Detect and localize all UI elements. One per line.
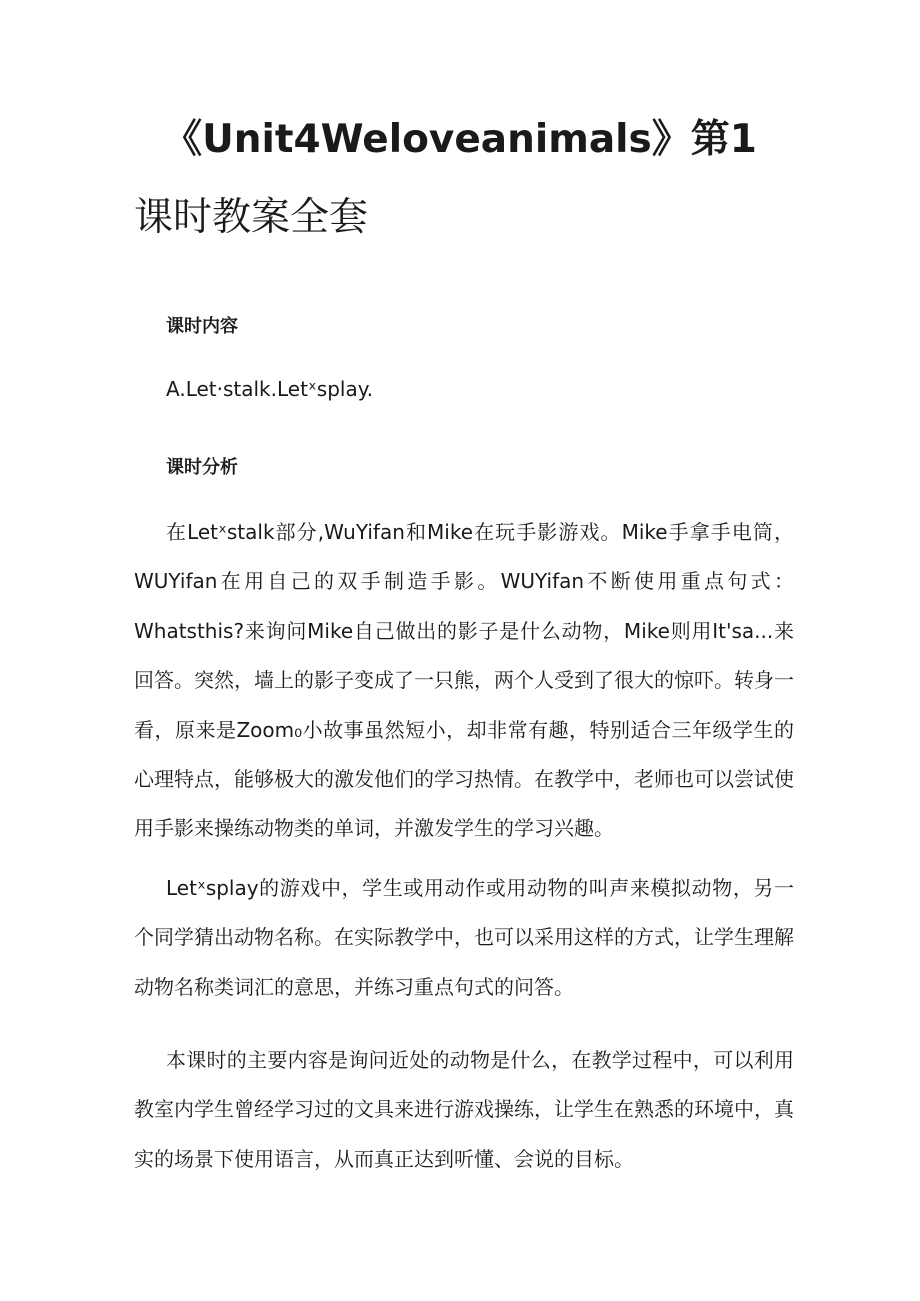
section-heading-analysis: 课时分析 xyxy=(166,457,238,478)
lesson-content-text: A.Let·stalk.Letˣsplay. xyxy=(166,377,374,401)
document-title: 《Unit4Weloveanimals》第1 xyxy=(163,117,757,162)
analysis-paragraph-2: Letˣsplay的游戏中，学生或用动作或用动物的叫声来模拟动物，另一个同学猜出动物名称。在实际教学中，也可以采用这样的方式，让学生理解动物名称类词汇的意思，并练习重点句式的问答。 xyxy=(134,876,794,999)
document-title-continued: 课时教案全套 xyxy=(134,195,369,240)
analysis-paragraph-1: 在Letˣstalk部分,WuYifan和Mike在玩手影游戏。Mike手拿手电筒，WUYifan在用自己的双手制造手影。WUYifan不断使用重点句式：Whatsthis?来询问Mike自己做出的影子是什么动物，Mike则用It'sa...来回答。突然，墙上的影子变成了一只熊，两个人受到了很大的惊吓。转身一看，原来是Zoom₀小故事虽然短小，却非常有趣，特别适合三年级学生的心理特点，能够极大的激发他们的学习热情。在教学中，老师也可以尝试使用手影来操练动物类的单词，并激发学生的学习兴趣。 xyxy=(134,520,794,841)
analysis-paragraph-3: 本课时的主要内容是询问近处的动物是什么，在教学过程中，可以利用教室内学生曾经学习过的文具来进行游戏操练，让学生在熟悉的环境中，真实的场景下使用语言，从而真正达到听懂、会说的目标。 xyxy=(134,1048,794,1171)
section-heading-content: 课时内容 xyxy=(166,316,238,337)
